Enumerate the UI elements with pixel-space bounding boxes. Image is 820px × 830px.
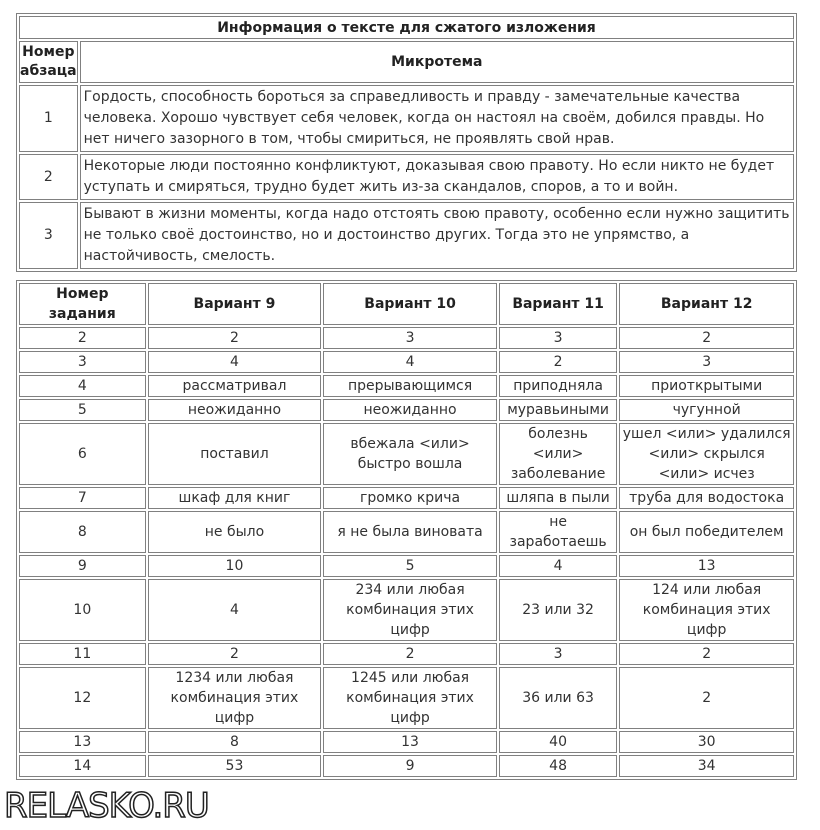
- answers-section: [4, 280, 797, 826]
- info-row: [19, 85, 794, 152]
- answer-cell: 1245 или любая комбинация этих цифр: [323, 667, 497, 729]
- answer-row: [19, 423, 794, 485]
- task-number-cell: 4: [19, 375, 146, 397]
- task-number-cell: 9: [19, 555, 146, 577]
- answer-cell: 34: [619, 755, 794, 777]
- answer-cell: 13: [323, 731, 497, 753]
- answers-header-row: [19, 283, 794, 325]
- answer-cell: 1234 или любая комбинация этих цифр: [148, 667, 322, 729]
- info-row: [19, 154, 794, 200]
- answer-cell: 2: [619, 667, 794, 729]
- header-paragraph-number: Номер абзаца: [19, 41, 78, 83]
- answer-cell: 30: [619, 731, 794, 753]
- info-section: [16, 13, 797, 272]
- answer-cell: 4: [499, 555, 617, 577]
- task-number-cell: 2: [19, 327, 146, 349]
- answer-cell: 3: [499, 643, 617, 665]
- answer-cell: он был победителем: [619, 511, 794, 553]
- answer-cell: муравьиными: [499, 399, 617, 421]
- answer-cell: 2: [499, 351, 617, 373]
- paragraph-number: 2: [19, 154, 78, 200]
- task-number-cell: 5: [19, 399, 146, 421]
- answer-cell: 3: [323, 327, 497, 349]
- answer-cell: 8: [148, 731, 322, 753]
- answer-cell: 2: [148, 327, 322, 349]
- answer-row: [19, 667, 794, 729]
- task-number-cell: 14: [19, 755, 146, 777]
- answer-cell: 36 или 63: [499, 667, 617, 729]
- answer-cell: 124 или любая комбинация этих цифр: [619, 579, 794, 641]
- header-variant: Вариант 9: [148, 283, 322, 325]
- header-variant: Вариант 11: [499, 283, 617, 325]
- answer-cell: приподняла: [499, 375, 617, 397]
- info-row: [19, 202, 794, 269]
- task-number-cell: 10: [19, 579, 146, 641]
- answer-cell: 53: [148, 755, 322, 777]
- header-variant: Вариант 10: [323, 283, 497, 325]
- paragraph-number: 1: [19, 85, 78, 152]
- answer-cell: приоткрытыми: [619, 375, 794, 397]
- answer-cell: 48: [499, 755, 617, 777]
- task-number-cell: 11: [19, 643, 146, 665]
- answer-cell: 4: [323, 351, 497, 373]
- header-variant: Вариант 12: [619, 283, 794, 325]
- answer-row: [19, 511, 794, 553]
- answer-cell: неожиданно: [148, 399, 322, 421]
- answer-row: [19, 399, 794, 421]
- info-table-title: Информация о тексте для сжатого изложения: [19, 16, 794, 39]
- answer-cell: 2: [323, 643, 497, 665]
- header-microtheme: Микротема: [80, 41, 794, 83]
- answer-cell: 10: [148, 555, 322, 577]
- microtheme-text: Гордость, способность бороться за справедливость и правду - замечательные качества человека. Хорошо чувствует себя человек, когда он настоял на своём, добился правды. Но нет ничего зазорного в том, чтобы смириться, не проявлять свой нрав.: [80, 85, 794, 152]
- answer-cell: я не была виновата: [323, 511, 497, 553]
- watermark: RELASKO.RU: [4, 786, 209, 826]
- answer-cell: 3: [499, 327, 617, 349]
- answer-cell: 5: [323, 555, 497, 577]
- answer-cell: 4: [148, 579, 322, 641]
- answer-cell: поставил: [148, 423, 322, 485]
- microtheme-text: Бывают в жизни моменты, когда надо отстоять свою правоту, особенно если нужно защитить не только своё достоинство, но и достоинство других. Тогда это не упрямство, а настойчивость, смелость.: [80, 202, 794, 269]
- task-number-cell: 7: [19, 487, 146, 509]
- answer-cell: шкаф для книг: [148, 487, 322, 509]
- task-number-cell: 6: [19, 423, 146, 485]
- answer-cell: болезнь <или> заболевание: [499, 423, 617, 485]
- answer-row: [19, 579, 794, 641]
- task-number-cell: 8: [19, 511, 146, 553]
- answer-cell: 3: [619, 351, 794, 373]
- answer-cell: громко крича: [323, 487, 497, 509]
- answer-cell: вбежала <или> быстро вошла: [323, 423, 497, 485]
- microtheme-text: Некоторые люди постоянно конфликтуют, доказывая свою правоту. Но если никто не будет уступать и смиряться, трудно будет жить из-за скандалов, споров, а то и войн.: [80, 154, 794, 200]
- answer-row: [19, 755, 794, 777]
- answer-cell: не заработаешь: [499, 511, 617, 553]
- answer-cell: 2: [148, 643, 322, 665]
- answer-cell: неожиданно: [323, 399, 497, 421]
- answer-cell: 2: [619, 643, 794, 665]
- info-table: [16, 13, 797, 272]
- answer-row: [19, 375, 794, 397]
- answer-cell: 4: [148, 351, 322, 373]
- task-number-cell: 12: [19, 667, 146, 729]
- task-number-cell: 13: [19, 731, 146, 753]
- answer-cell: чугунной: [619, 399, 794, 421]
- answer-cell: 234 или любая комбинация этих цифр: [323, 579, 497, 641]
- task-number-cell: 3: [19, 351, 146, 373]
- answer-cell: труба для водостока: [619, 487, 794, 509]
- answer-cell: ушел <или> удалился <или> скрылся <или> исчез: [619, 423, 794, 485]
- answer-cell: прерывающимся: [323, 375, 497, 397]
- answer-row: [19, 731, 794, 753]
- answer-cell: не было: [148, 511, 322, 553]
- answers-table: [16, 280, 797, 780]
- answer-cell: 23 или 32: [499, 579, 617, 641]
- answer-row: [19, 555, 794, 577]
- answer-row: [19, 327, 794, 349]
- answer-cell: 9: [323, 755, 497, 777]
- answer-cell: рассматривал: [148, 375, 322, 397]
- header-task-number: Номер задания: [19, 283, 146, 325]
- paragraph-number: 3: [19, 202, 78, 269]
- answer-cell: 2: [619, 327, 794, 349]
- answer-row: [19, 487, 794, 509]
- answer-cell: 40: [499, 731, 617, 753]
- answer-row: [19, 351, 794, 373]
- answer-row: [19, 643, 794, 665]
- answer-cell: шляпа в пыли: [499, 487, 617, 509]
- answer-cell: 13: [619, 555, 794, 577]
